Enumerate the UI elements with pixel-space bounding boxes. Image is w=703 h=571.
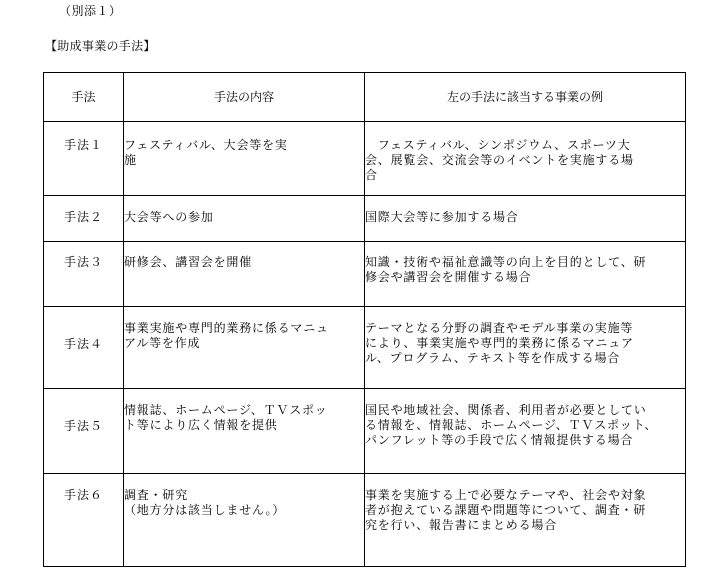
methods-table: [43, 72, 686, 567]
example-text: 知識・技術や福祉意識等の向上を目的として、研 修会や講習会を開催する場合: [365, 255, 647, 284]
method-label: 手法４: [63, 337, 103, 351]
page-title: 【助成事業の手法】: [45, 39, 156, 53]
method-cell: [44, 307, 124, 389]
method-cell: [44, 196, 124, 242]
example-text: フェスティバル、シンポジウム、スポーツ大 会、展覧会、交流会等のイベントを実施する場 合: [365, 138, 634, 182]
content-text: 調査・研究 （地方分は該当しません。）: [124, 488, 286, 517]
content-text: 研修会、講習会を開催: [124, 255, 253, 269]
content-text: 事業実施や専門的業務に係るマニュ アル等を作成: [124, 321, 329, 350]
method-cell: [44, 122, 124, 196]
example-cell: [365, 242, 686, 307]
table-header-row: [44, 73, 686, 122]
table-row: [44, 196, 686, 242]
example-cell: [365, 389, 686, 474]
method-label: 手法２: [63, 210, 103, 224]
example-cell: [365, 196, 686, 242]
content-cell: [124, 122, 365, 196]
content-cell: [124, 196, 365, 242]
method-cell: [44, 242, 124, 307]
table-row: [44, 242, 686, 307]
header-content: 手法の内容: [124, 73, 365, 122]
header-example: 左の手法に該当する事業の例: [365, 73, 686, 122]
method-label: 手法３: [63, 255, 103, 269]
header-method: 手法: [44, 73, 124, 122]
method-label: 手法１: [63, 138, 103, 152]
example-text: 国民や地域社会、関係者、利用者が必要としてい る情報を、情報誌、ホームページ、ＴＶスポット、 パンフレット等の手段で広く情報提供する場合: [365, 403, 658, 447]
example-text: 事業を実施する上で必要なテーマや、社会や対象 者が抱えている課題や問題等について、調査・研 究を行い、報告書にまとめる場合: [365, 488, 647, 532]
example-cell: [365, 307, 686, 389]
method-cell: [44, 474, 124, 567]
table-row: [44, 122, 686, 196]
content-cell: [124, 242, 365, 307]
content-text: 大会等への参加: [124, 210, 214, 224]
example-text: 国際大会等に参加する場合: [365, 210, 519, 224]
attachment-label: （別添１）: [59, 4, 122, 18]
content-cell: [124, 474, 365, 567]
table-row: [44, 474, 686, 567]
method-label: 手法５: [63, 419, 103, 433]
content-text: 情報誌、ホームページ、ＴＶスポッ ト等により広く情報を提供: [124, 403, 328, 432]
method-label: 手法６: [63, 488, 103, 502]
method-cell: [44, 389, 124, 474]
example-cell: [365, 474, 686, 567]
content-cell: [124, 307, 365, 389]
content-cell: [124, 389, 365, 474]
table-row: [44, 307, 686, 389]
content-text: フェスティバル、大会等を実 施: [124, 138, 288, 167]
example-cell: [365, 122, 686, 196]
table-row: [44, 389, 686, 474]
example-text: テーマとなる分野の調査やモデル事業の実施等 により、事業実施や専門的業務に係るマニュア ル、プログラム、テキスト等を作成する場合: [365, 321, 634, 365]
